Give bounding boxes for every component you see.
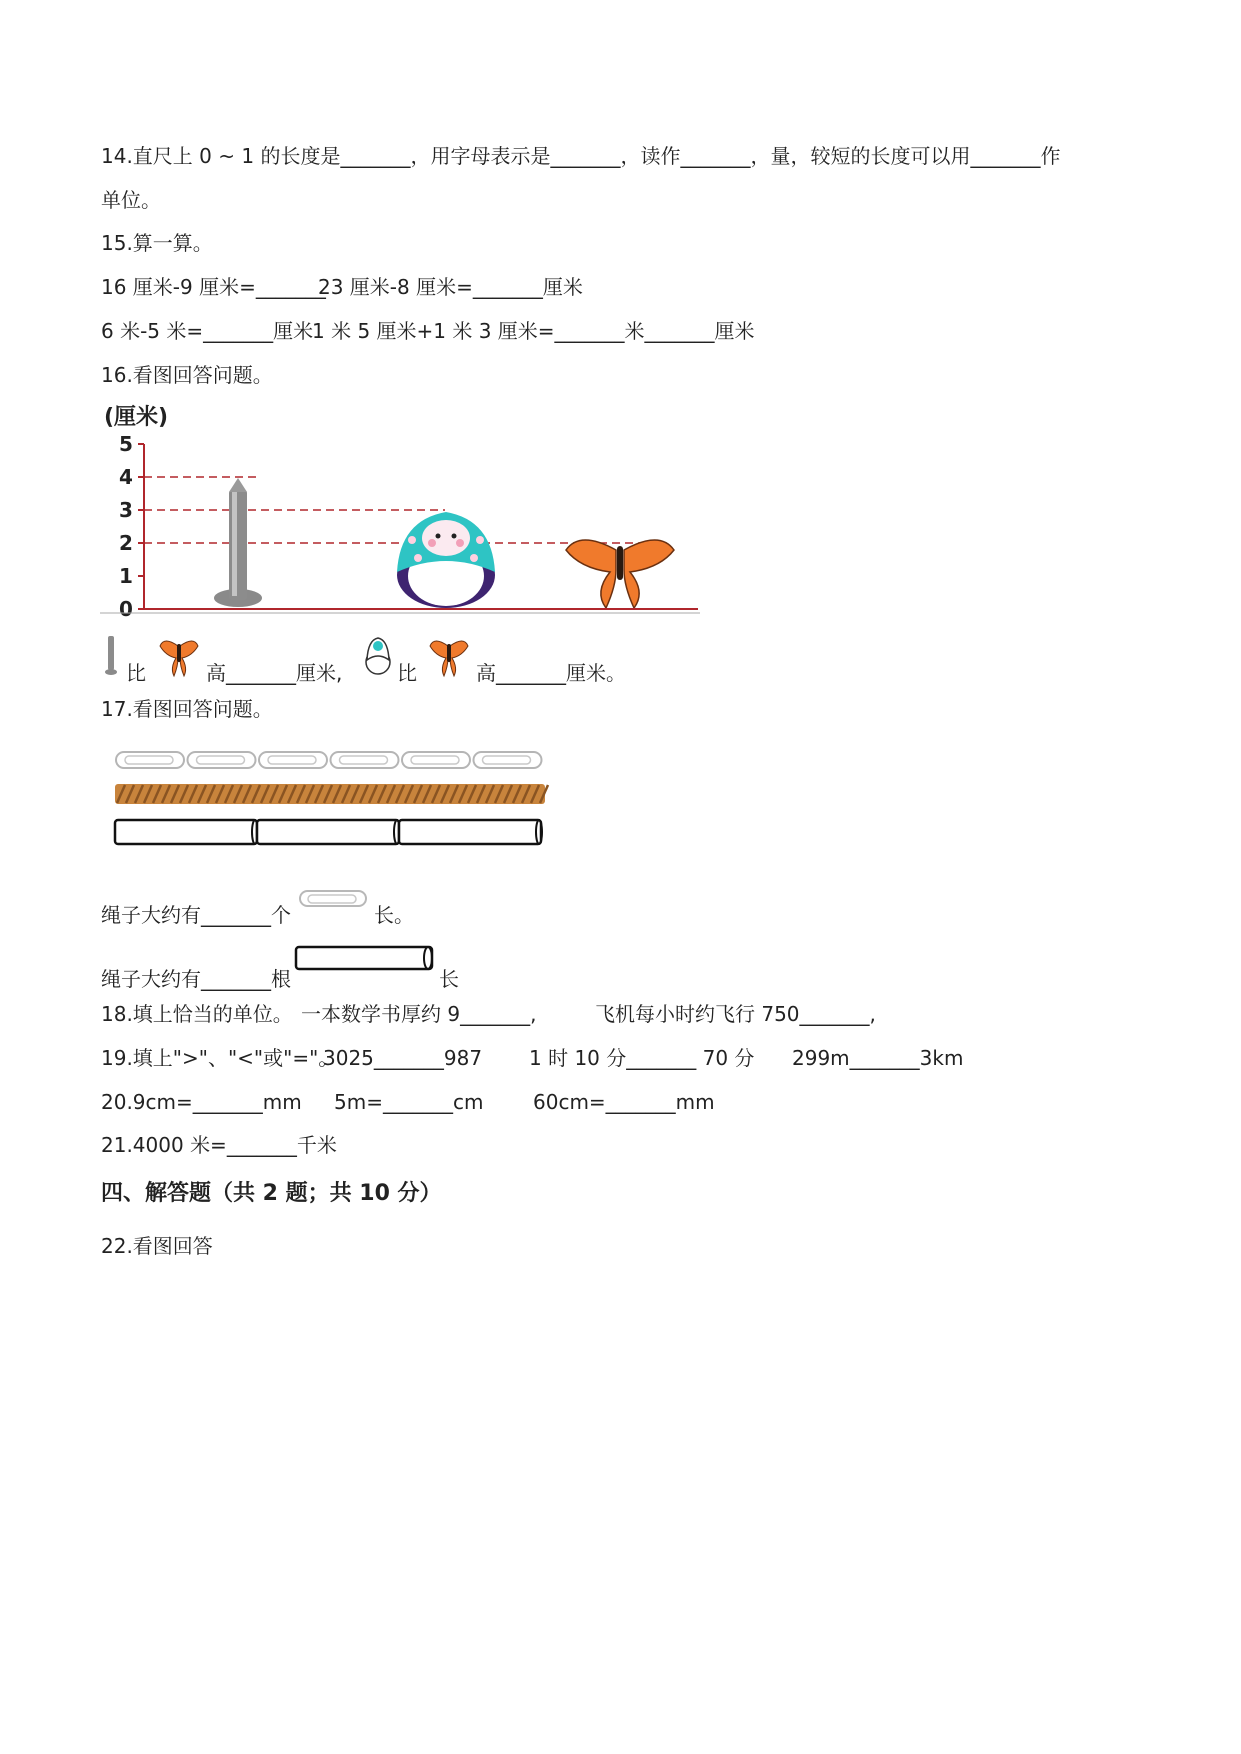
q15-item-b: 23 厘米-8 厘米=_______厘米 (318, 275, 583, 299)
section-title: 四、解答题（共 2 题；共 10 分） (101, 1181, 442, 1206)
chart-ylabel: (厘米) (104, 405, 169, 430)
q16-bi-2: 比 (397, 661, 417, 685)
paperclip (116, 752, 184, 768)
pipe (399, 820, 542, 844)
y-tick-label: 5 (119, 432, 133, 456)
q20-item-b: 5m=_______cm (334, 1090, 484, 1114)
q22-line: 22.看图回答 (101, 1234, 213, 1258)
paperclip-row (116, 752, 542, 768)
q19-item-a: 3025_______987 (323, 1046, 483, 1070)
q14-line1: 14.直尺上 0 ~ 1 的长度是_______，用字母表示是_______，读作_______，量，较短的长度可以用_______作 (101, 144, 1061, 168)
q15-item-d: 1 米 5 厘米+1 米 3 厘米=_______米_______厘米 (312, 319, 755, 343)
paperclip (259, 752, 327, 768)
q20-item-c: 60cm=_______mm (533, 1090, 715, 1114)
y-tick-label: 3 (119, 498, 133, 522)
q15-item-a: 16 厘米-9 厘米=_______ (101, 275, 326, 299)
paperclip (474, 752, 542, 768)
q18-item-a: 一本数学书厚约 9_______, (301, 1002, 537, 1026)
q17-line1-text: 绳子大约有_______个 (101, 903, 291, 927)
q19-item-b: 1 时 10 分_______ 70 分 (529, 1046, 755, 1070)
pipe (115, 820, 258, 844)
rope (115, 784, 548, 804)
q17-line2-text: 绳子大约有_______根 (101, 967, 291, 991)
y-tick-label: 4 (119, 465, 133, 489)
q20-item-a: 20.9cm=_______mm (101, 1090, 302, 1114)
q16-gao-1: 高_______厘米, (206, 661, 343, 685)
q19-title: 19.填上">"、"<"或"="。 (101, 1046, 339, 1070)
butterfly-icon (428, 634, 470, 678)
y-tick-label: 2 (119, 531, 133, 555)
q15-item-c: 6 米-5 米=_______厘米 (101, 319, 314, 343)
height-chart (100, 400, 710, 622)
pipe (257, 820, 400, 844)
rope-figure (112, 748, 552, 848)
q16-gao-2: 高_______厘米。 (476, 661, 626, 685)
chart-baseline (100, 609, 700, 613)
q16-title: 16.看图回答问题。 (101, 363, 273, 387)
q17-line1-suffix: 长。 (374, 903, 414, 927)
pipe-row (115, 820, 542, 844)
q15-title: 15.算一算。 (101, 231, 213, 255)
doll-figure (397, 512, 495, 608)
chart-reference-lines (144, 477, 640, 543)
q14-line2: 单位。 (101, 188, 161, 212)
q18-title: 18.填上恰当的单位。 (101, 1002, 293, 1026)
q18-item-b: 飞机每小时约飞行 750_______, (595, 1002, 876, 1026)
paperclip-icon (298, 888, 370, 910)
y-tick-label: 0 (119, 597, 133, 621)
paperclip (188, 752, 256, 768)
q17-line2-suffix: 长 (439, 967, 459, 991)
q16-bi-1: 比 (126, 661, 146, 685)
butterfly-icon (158, 634, 200, 678)
q19-item-c: 299m_______3km (792, 1046, 964, 1070)
butterfly-figure (566, 540, 674, 608)
doll-icon (364, 632, 392, 676)
paperclip (331, 752, 399, 768)
paperclip (402, 752, 470, 768)
pillar-icon (104, 636, 118, 676)
chart-axes (119, 432, 144, 621)
q21-line: 21.4000 米=_______千米 (101, 1133, 337, 1157)
y-tick-label: 1 (119, 564, 133, 588)
q17-title: 17.看图回答问题。 (101, 697, 273, 721)
pipe-icon (294, 945, 436, 973)
